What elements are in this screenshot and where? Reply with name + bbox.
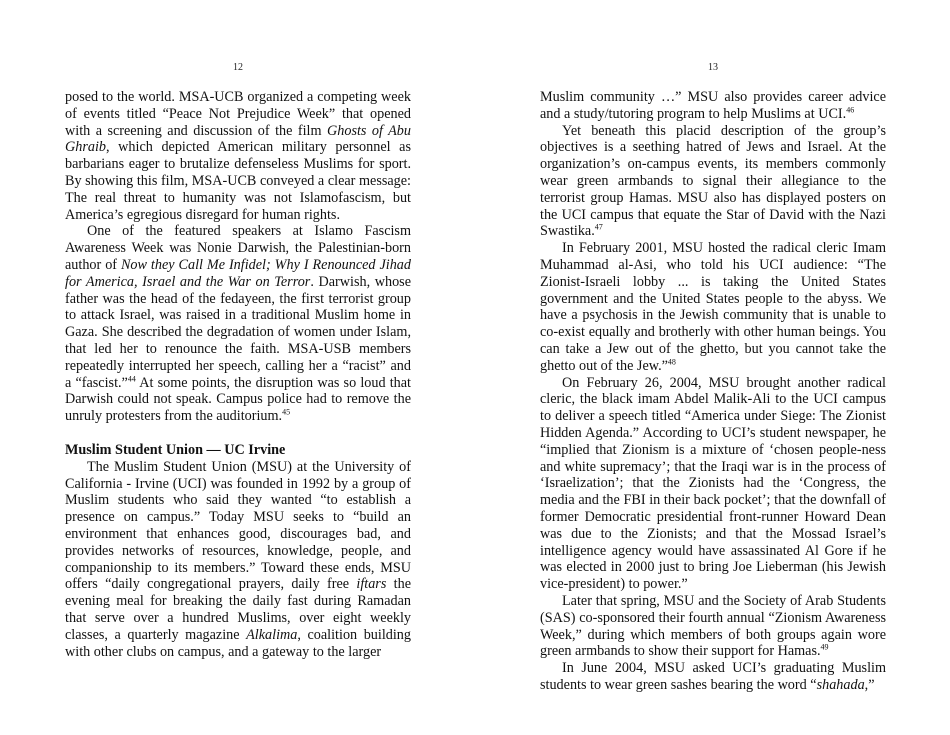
page-number: 13 bbox=[708, 62, 718, 73]
paragraph: posed to the world. MSA-UCB organized a competing week of events titled “Peace Not Prejudice Week” that opened with a screening and discussion of the film Ghosts of Abu Ghraib, which depicted American military personnel as barbarians eager to brutalize defenseless Muslims for sport. By showing this film, MSA-UCB conveyed a clear message: The real threat to humanity was not Islamofascism, but America’s egregious disregard for human rights. bbox=[65, 89, 411, 223]
footnote-ref: 46 bbox=[846, 105, 855, 115]
paragraph: In February 2001, MSU hosted the radical cleric Imam Muhammad al-Asi, who told his UCI audience: “The Zionist-Israeli lobby ... is taking the United States government and the United States people to the abyss. We have a psychosis in the Jewish community that is unable to co-exist equally and brotherly with other human beings. You can take a Jew out of the ghetto, but you cannot take the ghetto out of the Jew.”$^{48}$ bbox=[540, 240, 886, 374]
footnote-ref: 45 bbox=[282, 407, 291, 417]
right-page bbox=[540, 0, 886, 735]
paragraph: The Muslim Student Union (MSU) at the University of California - Irvine (UCI) was founded in 1992 by a group of Muslim students who said they wanted “to establish a presence on campus.” Today MSU seeks to “build an environment that enhances good, discourages bad, and provides networks of resources, knowledge, people, and companionship to its members.” Toward these ends, MSU offers “daily congregational prayers, daily free iftars the evening meal for breaking the daily fast during Ramadan that serve over a hundred Muslims, over eight weekly classes, a quarterly magazine Alkalima, coalition building with other clubs on campus, and a gateway to the larger bbox=[65, 458, 411, 660]
paragraph: Yet beneath this placid description of the group’s objectives is a seething hatred of Jews and Israel. At the organization’s on-campus events, its members commonly wear green armbands to signal their allegiance to the terrorist group Hamas. MSU also has displayed posters on the UCI campus that equate the Star of David with the Nazi Swastika.$^{47}$ bbox=[540, 122, 886, 240]
paragraph: In June 2004, MSU asked UCI’s graduating Muslim students to wear green sashes bearing the word “shahada,” bbox=[540, 660, 886, 693]
section-heading: Muslim Student Union — UC Irvine bbox=[65, 441, 286, 458]
text-column bbox=[540, 89, 886, 694]
footnote-ref: 48 bbox=[667, 357, 676, 367]
paragraph: Later that spring, MSU and the Society of Arab Students (SAS) co-sponsored their fourth annual “Zionism Awareness Week,” during which members of both groups again wore green armbands to show their support for Hamas.$^{49}$ bbox=[540, 592, 886, 660]
paragraph: One of the featured speakers at Islamo Fascism Awareness Week was Nonie Darwish, the Palestinian-born author of Now they Call Me Infidel; Why I Renounced Jihad for America, Israel and the War on Terror. Darwish, whose father was the head of the fedayeen, the first terrorist group to attack Israel, was raised in a traditional Muslim home in Gaza. She described the degradation of women under Islam, that led her to renounce the faith. MSA-USB members repeatedly interrupted her speech, calling her a “racist” and a “fascist.”$^{44}$ At some points, the disruption was so loud that Darwish could not speak. Campus police had to remove the unruly protesters from the auditorium.$^{45}$ bbox=[65, 223, 411, 425]
left-page bbox=[65, 0, 411, 735]
paragraph: On February 26, 2004, MSU brought another radical cleric, the black imam Abdel Malik-Ali to the UCI campus to deliver a speech titled “America under Siege: The Zionist Hidden Agenda.” According to UCI’s student newspaper, he “implied that Zionism is a mixture of ‘chosen people-ness and white supremacy’; that the Iraqi war is in the process of ‘Israelization’; that the Zionists had the ‘Congress, the media and the FBI in their back pocket’; that the downfall of former Democratic presidential front-runner Howard Dean was due to the Zionists; and that the Mossad Israel’s intelligence agency would have assassinated Al Gore if he was elected in 2000 just to bring Joe Lieberman (his Jewish vice-president) to power.” bbox=[540, 374, 886, 593]
text-column bbox=[65, 89, 411, 660]
page-number: 12 bbox=[233, 62, 243, 73]
footnote-ref: 49 bbox=[820, 642, 829, 652]
footnote-ref: 44 bbox=[127, 373, 136, 383]
paragraph: Muslim community …” MSU also provides career advice and a study/tutoring program to help Muslims at UCI.$^{46}$ bbox=[540, 89, 886, 122]
footnote-ref: 47 bbox=[594, 222, 603, 232]
